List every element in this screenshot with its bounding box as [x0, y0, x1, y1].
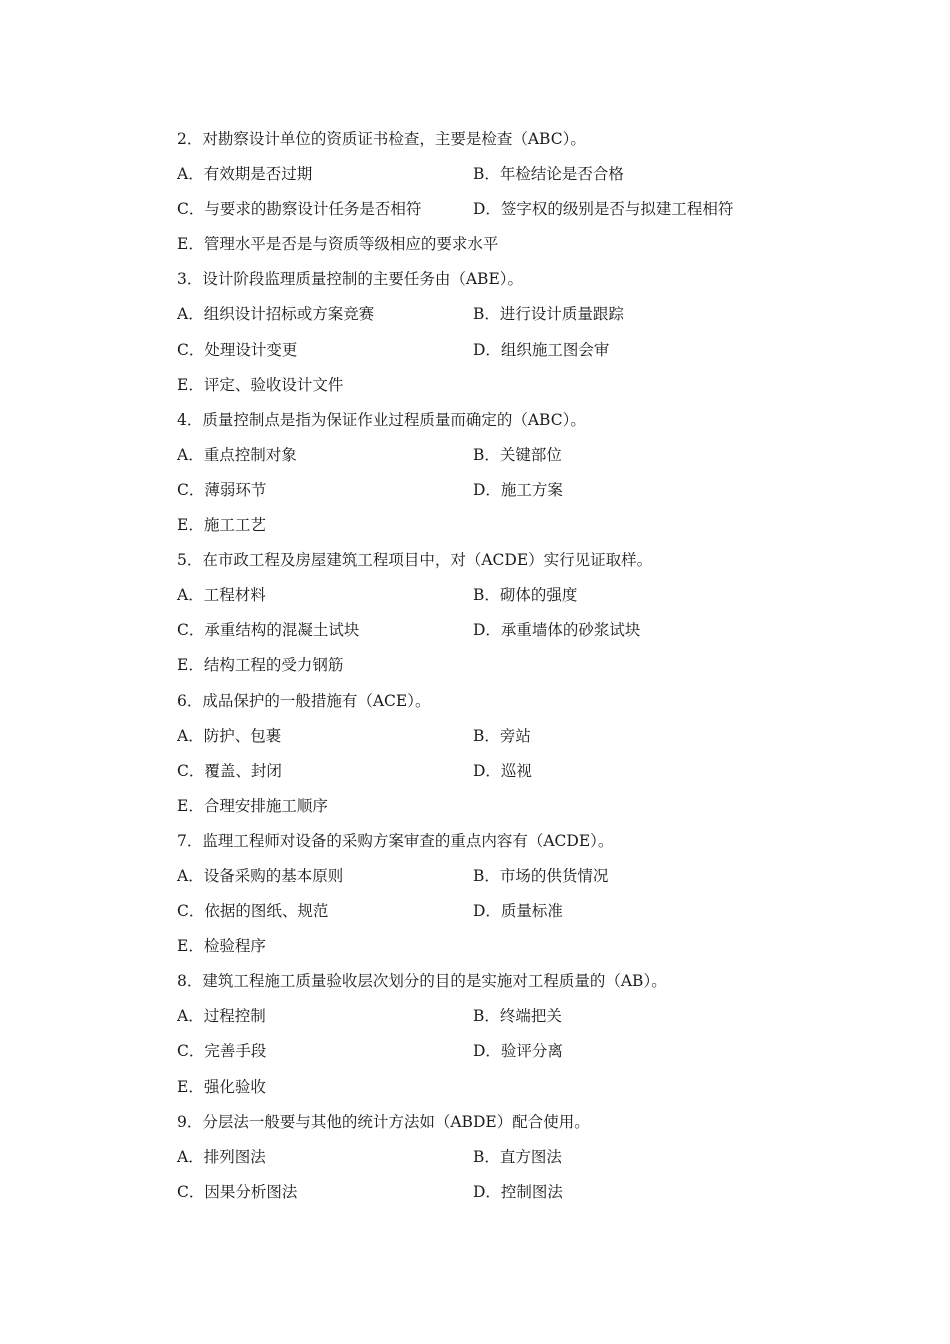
option-text: A．组织设计招标或方案竞赛: [177, 305, 375, 324]
option-row: [177, 157, 877, 192]
option-row: [177, 438, 877, 473]
question-stem: 6．成品保护的一般措施有（ACE）。: [177, 691, 431, 710]
option-row: [177, 333, 877, 368]
option-text: A．工程材料: [177, 586, 266, 605]
question-block: [177, 543, 877, 683]
option-text: B．年检结论是否合格: [473, 165, 624, 184]
question-stem: 2．对勘察设计单位的资质证书检查，主要是检查（ABC）。: [177, 130, 586, 148]
option-text: D．组织施工图会审: [473, 340, 610, 359]
question-block: [177, 684, 877, 824]
option-text: B．旁站: [473, 726, 531, 745]
option-text: B．市场的供货情况: [473, 866, 609, 885]
question-stem: 9．分层法一般要与其他的统计方法如（ABDE）配合使用。: [177, 1112, 590, 1131]
option-row: [177, 368, 877, 403]
question-stem: 7．监理工程师对设备的采购方案审查的重点内容有（ACDE）。: [177, 831, 614, 850]
question-block: [177, 262, 877, 402]
option-text: C．薄弱环节: [177, 480, 267, 499]
option-row: [177, 1070, 877, 1105]
question-stem: 8．建筑工程施工质量验收层次划分的目的是实施对工程质量的（AB）。: [177, 972, 667, 991]
option-text: A．过程控制: [177, 1007, 266, 1026]
option-row: [177, 929, 877, 964]
option-text: D．施工方案: [473, 480, 563, 499]
option-text: A．重点控制对象: [177, 445, 297, 464]
question-stem: 5．在市政工程及房屋建筑工程项目中，对（ACDE）实行见证取样。: [177, 551, 653, 570]
question-block: [177, 403, 877, 543]
option-text: E．强化验收: [177, 1077, 266, 1096]
option-row: [177, 508, 877, 543]
option-text: A．有效期是否过期: [177, 165, 313, 184]
option-row: [177, 1034, 877, 1069]
option-row: [177, 754, 877, 789]
option-row: [177, 473, 877, 508]
option-text: E．结构工程的受力钢筋: [177, 656, 344, 675]
option-text: C．与要求的勘察设计任务是否相符: [177, 200, 422, 219]
option-text: D．承重墙体的砂浆试块: [473, 621, 641, 640]
option-row: [177, 613, 877, 648]
option-text: B．进行设计质量跟踪: [473, 305, 624, 324]
option-text: E．合理安排施工顺序: [177, 796, 328, 815]
question-block: [177, 824, 877, 964]
option-row: [177, 227, 877, 262]
option-text: B．关键部位: [473, 445, 562, 464]
option-row: [177, 859, 877, 894]
option-row: [177, 789, 877, 824]
option-text: E．施工工艺: [177, 516, 266, 535]
option-text: A．防护、包裹: [177, 726, 282, 745]
option-text: C．覆盖、封闭: [177, 761, 282, 780]
option-row: [177, 894, 877, 929]
question-stem: 3．设计阶段监理质量控制的主要任务由（ABE）。: [177, 270, 524, 289]
option-text: E．评定、验收设计文件: [177, 375, 344, 394]
option-text: C．承重结构的混凝土试块: [177, 621, 360, 640]
option-row: [177, 192, 877, 227]
option-text: C．依据的图纸、规范: [177, 902, 329, 921]
option-row: [177, 719, 877, 754]
option-text: C．因果分析图法: [177, 1182, 298, 1201]
option-text: D．质量标准: [473, 902, 563, 921]
option-row: [177, 1175, 877, 1210]
option-text: E．检验程序: [177, 937, 266, 956]
option-row: [177, 999, 877, 1034]
option-text: B．终端把关: [473, 1007, 562, 1026]
option-text: A．排列图法: [177, 1147, 266, 1166]
option-text: C．完善手段: [177, 1042, 267, 1061]
option-text: E．管理水平是否是与资质等级相应的要求水平: [177, 235, 499, 254]
question-block: [177, 1105, 877, 1210]
option-text: D．巡视: [473, 761, 532, 780]
option-text: B．砌体的强度: [473, 586, 578, 605]
option-row: [177, 297, 877, 332]
option-text: C．处理设计变更: [177, 340, 298, 359]
option-row: [177, 578, 877, 613]
question-stem: 4．质量控制点是指为保证作业过程质量而确定的（ABC）。: [177, 410, 586, 429]
question-block: [177, 122, 877, 262]
option-text: D．签字权的级别是否与拟建工程相符: [473, 200, 734, 219]
option-row: [177, 648, 877, 683]
question-list: [177, 122, 877, 1210]
option-text: D．控制图法: [473, 1182, 563, 1201]
option-text: B．直方图法: [473, 1147, 562, 1166]
option-text: A．设备采购的基本原则: [177, 866, 344, 885]
option-row: [177, 1140, 877, 1175]
option-text: D．验评分离: [473, 1042, 563, 1061]
question-block: [177, 964, 877, 1104]
